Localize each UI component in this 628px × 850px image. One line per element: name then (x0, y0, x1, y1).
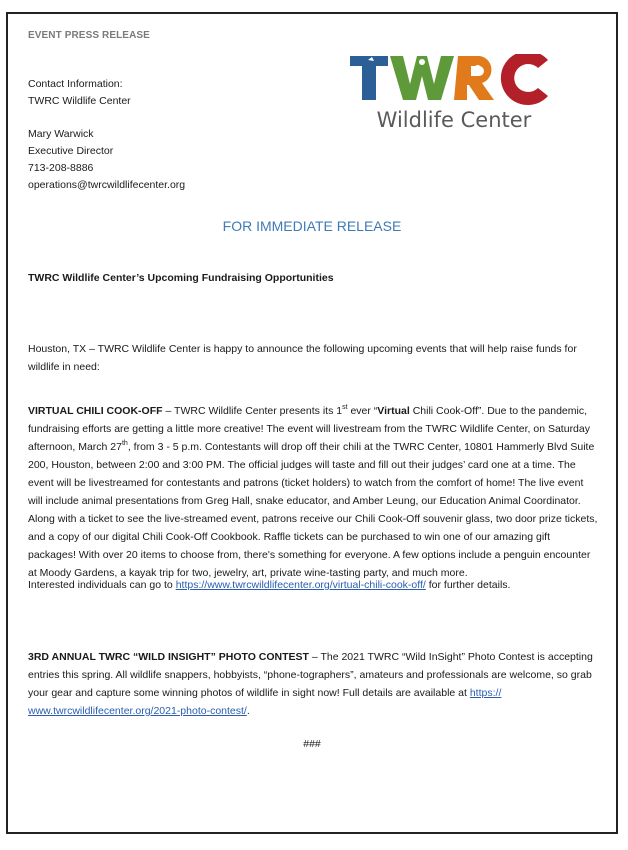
contact-email: operations@twrcwildlifecenter.org (28, 179, 186, 191)
chili-cookoff-title: VIRTUAL CHILI COOK-OFF (28, 405, 163, 417)
logo-letter-w (390, 56, 454, 100)
interest-paragraph (28, 576, 600, 594)
interest-text-end: for further details. (425, 579, 511, 591)
contact-org: TWRC Wildlife Center (28, 95, 131, 107)
interest-text: Interested individuals can go to (28, 579, 176, 591)
photo-contest-text: – The 2021 TWRC “Wild InSight” Photo Contest is accepting entries this spring. All wildlife snappers, hobbyists, “phone-tographers”, amateurs and professionals are welcome, so grab your gear and capture some winning photos of wildlife in sight now! Full details are available at (28, 651, 593, 699)
twrc-logo (348, 54, 560, 132)
photo-contest-text-end: . (246, 705, 250, 717)
logo-letter-t (350, 56, 388, 100)
chili-text-4: , from 3 - 5 p.m. Contestants will drop off their chili at the TWRC Center, 10801 Hammerly Blvd Suite 200, Houston, between 2:00 and 3:00 PM. The official judges will taste and fill out their judges’ card one at a time. The event will be livestreamed for contestants and patrons (ticket holders) to watch from the comfort of home! The live event will include animal presentations from Greg Hall, snake educator, and Amber Leung, our Education Animal Coordinator. Along with a ticket to see the live-streamed event, patrons receive our Chili Cook-Off souvenir glass, two door prize tickets, and a copy of our digital Chili Cook-Off Cookbook. Raffle tickets can be purchased to win one of our amazing gift packages! With over 20 items to choose from, there's something for everyone. A few options include a penguin encounter at Moody Gardens, a kayak trip for two, jewelry, art, private wine-tasting party, and much more. (28, 441, 598, 579)
contact-block (28, 76, 131, 110)
chili-sup-1: st (342, 404, 348, 411)
end-mark: ### (303, 738, 321, 750)
logo-subtitle: Wildlife Center (376, 108, 532, 132)
release-type-label: EVENT PRESS RELEASE (28, 30, 150, 41)
photo-contest-link[interactable]: https:// www.twrcwildlifecenter.org/2021-photo-contest/ (28, 687, 502, 717)
chili-cookoff-paragraph (28, 402, 600, 582)
chili-sup-2: th (121, 440, 128, 447)
contact-title: Executive Director (28, 145, 114, 157)
logo-letter-c (501, 54, 548, 105)
photo-contest-title: 3RD ANNUAL TWRC “WILD INSIGHT” PHOTO CONTEST (28, 651, 309, 663)
contact-phone: 713-208-8886 (28, 162, 94, 174)
contact-heading: Contact Information: (28, 78, 123, 90)
chili-text-3: Chili Cook-Off”. Due to the pandemic, fundraising efforts are getting a little more creative! The event will livestream from the TWRC Wildlife Center, on Saturday afternoon, March 27 (28, 405, 590, 453)
chili-bold-word: Virtual (377, 405, 410, 417)
logo-letter-r (454, 56, 494, 100)
press-release-page (6, 12, 618, 834)
immediate-release-banner: FOR IMMEDIATE RELEASE (222, 218, 402, 234)
chili-cookoff-link[interactable]: https://www.twrcwildlifecenter.org/virtual-chili-cook-off/ (175, 579, 426, 591)
contact-name: Mary Warwick (28, 128, 94, 140)
photo-contest-paragraph (28, 648, 600, 720)
chili-text-1: – TWRC Wildlife Center presents its 1 (162, 405, 343, 417)
headline: TWRC Wildlife Center’s Upcoming Fundraising Opportunities (28, 272, 334, 284)
chili-text-2: ever “ (347, 405, 378, 417)
intro-paragraph: Houston, TX – TWRC Wildlife Center is happy to announce the following upcoming events that will help raise funds for wildlife in need: (28, 343, 577, 373)
contact-person-block (28, 126, 185, 194)
